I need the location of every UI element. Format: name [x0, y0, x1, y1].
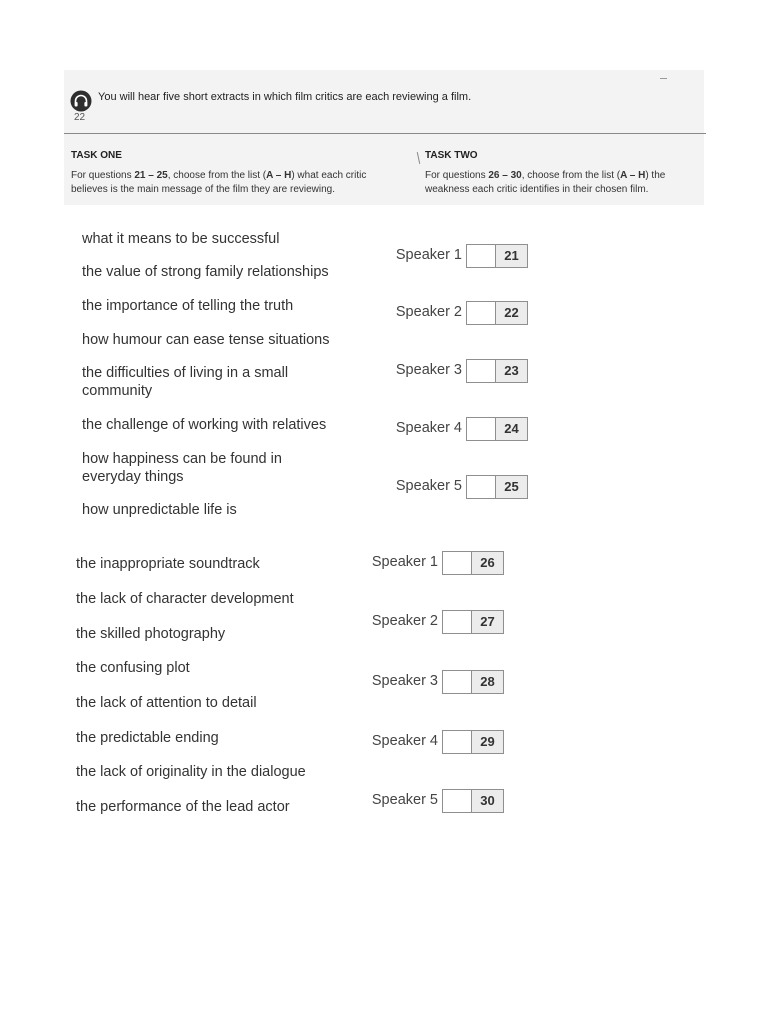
answer-box: [466, 417, 528, 441]
task-two-option: the lack of originality in the dialogue: [76, 764, 306, 780]
track-number: 22: [74, 112, 86, 123]
speaker-label: Speaker 4: [395, 420, 462, 436]
task-two-option: the lack of character development: [76, 591, 294, 607]
speaker-label: Speaker 5: [395, 478, 462, 494]
task-one-heading: TASK ONE: [71, 150, 122, 161]
task-one-option: the difficulties of living in a small community: [82, 365, 289, 399]
question-number: 23: [496, 360, 527, 382]
question-number: 21: [496, 245, 527, 267]
answer-field[interactable]: [467, 302, 496, 324]
task-one-instructions: For questions 21 – 25, choose from the list (A – H) what each critic believes is the main message of the film they are reviewing.: [71, 170, 367, 195]
answer-field[interactable]: [443, 671, 472, 693]
task-two-instructions: For questions 26 – 30, choose from the list (A – H) the weakness each critic identifies in their chosen film.: [425, 170, 666, 195]
task-one-option: the importance of telling the truth: [82, 298, 294, 314]
task-one-option: what it means to be successful: [82, 231, 280, 247]
answer-box: [442, 789, 504, 813]
answer-box: [466, 244, 528, 268]
speaker-label: Speaker 4: [371, 733, 438, 749]
headphones-icon: [70, 90, 92, 112]
speaker-label: Speaker 5: [371, 792, 438, 808]
speaker-label: Speaker 1: [395, 247, 462, 263]
answer-field[interactable]: [443, 731, 472, 753]
speaker-label: Speaker 2: [371, 613, 438, 629]
task-one-option: how unpredictable life is: [82, 502, 237, 518]
speaker-label: Speaker 2: [395, 304, 462, 320]
answer-box: [442, 670, 504, 694]
answer-box: [466, 359, 528, 383]
task-two-option: the performance of the lead actor: [76, 799, 290, 815]
task-one-option: the value of strong family relationships: [82, 264, 329, 280]
task-two-heading: TASK TWO: [425, 150, 478, 161]
answer-field[interactable]: [443, 790, 472, 812]
task-one-option: how happiness can be found in everyday things: [82, 451, 282, 485]
answer-box: [442, 730, 504, 754]
task-two-option: the inappropriate soundtrack: [76, 556, 260, 572]
question-number: 30: [472, 790, 503, 812]
answer-box: [442, 610, 504, 634]
question-number: 26: [472, 552, 503, 574]
answer-field[interactable]: [443, 552, 472, 574]
divider: [64, 133, 706, 134]
task-one-option: how humour can ease tense situations: [82, 332, 330, 348]
answer-field[interactable]: [467, 418, 496, 440]
question-number: 25: [496, 476, 527, 498]
speaker-label: Speaker 1: [371, 554, 438, 570]
task-two-option: the lack of attention to detail: [76, 695, 257, 711]
question-number: 27: [472, 611, 503, 633]
question-number: 29: [472, 731, 503, 753]
question-number: 24: [496, 418, 527, 440]
answer-field[interactable]: [443, 611, 472, 633]
task-two-option: the skilled photography: [76, 626, 226, 642]
answer-box: [466, 475, 528, 499]
stray-mark: [660, 78, 667, 79]
question-number: 28: [472, 671, 503, 693]
task-two-option: the predictable ending: [76, 730, 219, 746]
task-one-option: the challenge of working with relatives: [82, 417, 327, 433]
intro-text: You will hear five short extracts in which film critics are each reviewing a film.: [98, 91, 472, 103]
answer-field[interactable]: [467, 245, 496, 267]
speaker-label: Speaker 3: [371, 673, 438, 689]
speaker-label: Speaker 3: [395, 362, 462, 378]
answer-box: [466, 301, 528, 325]
answer-field[interactable]: [467, 360, 496, 382]
answer-box: [442, 551, 504, 575]
task-two-option: the confusing plot: [76, 660, 190, 676]
answer-field[interactable]: [467, 476, 496, 498]
question-number: 22: [496, 302, 527, 324]
